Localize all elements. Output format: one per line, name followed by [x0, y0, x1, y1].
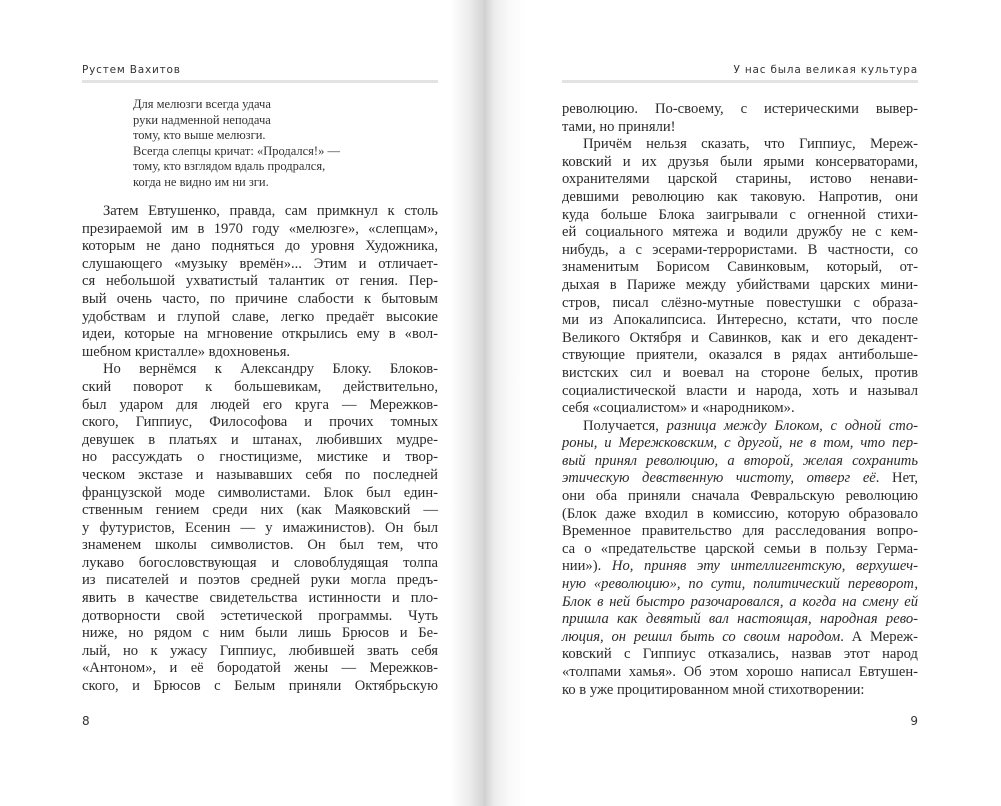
text-span: шебном кристалле» вдохновенья.: [82, 343, 291, 360]
text-span: тами, но приняли!: [562, 118, 676, 135]
text-span: ского, и Брюсов с Белым приняли Октябрьскую: [82, 678, 438, 695]
text-span: из писателей и поэтов средней руки могла предъ-: [82, 572, 438, 589]
text-line: [82, 608, 438, 626]
text-line: [562, 101, 918, 119]
text-span: ей социального мятежа и водили дружбу не с кем-: [562, 224, 918, 241]
text-line: [82, 485, 438, 503]
text-line: [562, 136, 918, 154]
text-line: [82, 256, 438, 274]
text-span: дотворности свой эстетической программы. Чуть: [82, 607, 438, 624]
text-span: Великого Октября и Савинков, как и его декадент-: [562, 329, 918, 346]
text-span: презираемой им в 1970 году «мелюзге», «слепцам»,: [82, 220, 438, 237]
running-head-title: У нас была великая культура: [733, 64, 918, 76]
text-line: [562, 295, 918, 313]
text-span: са о «предательстве царской семьи в пользу Герма-: [562, 540, 918, 557]
text-line: [82, 625, 438, 643]
text-span: но рассуждать о гностицизме, мистике и твор-: [82, 449, 438, 466]
text-line: [82, 309, 438, 327]
text-span: знаменем школы символистов. Он был тем, что: [82, 537, 438, 554]
text-line: [562, 664, 918, 682]
text-line: [562, 207, 918, 225]
text-line: [562, 154, 918, 172]
text-line: [562, 523, 918, 541]
text-line: [562, 418, 918, 436]
poem-epigraph: [133, 97, 340, 191]
text-span: (Блок даже входил в комиссию, которую образовало: [562, 505, 918, 522]
text-span: ческом экстазе и называвших себя по последней: [82, 466, 438, 483]
text-span: вый очень часто, по причине слабости к бытовым: [82, 290, 438, 307]
poem-line: руки надменной неподача: [133, 112, 271, 127]
header-rule: [562, 80, 918, 83]
italic-text: Блок в ней быстро разочаровался, а когда на смену ей: [562, 593, 918, 610]
text-span: Но вернёмся к Александру Блоку. Блоков-: [103, 361, 438, 378]
text-line: [82, 414, 438, 432]
text-line: [562, 576, 918, 594]
text-span: Затем Евтушенко, правда, сам примкнул к столь: [103, 203, 438, 219]
text-line: [82, 502, 438, 520]
text-line: [82, 555, 438, 573]
text-line: [82, 660, 438, 678]
text-line: [562, 277, 918, 295]
text-span: французской моде символистами. Блок был един-: [82, 484, 438, 501]
italic-text: Но, приняв эту интеллигентскую, верхушеч-: [611, 558, 918, 575]
text-line: [562, 646, 918, 664]
poem-line: Всегда слепцы кричат: «Продался!» —: [133, 143, 340, 158]
text-line: [82, 449, 438, 467]
text-span: ского, Гиппиус, Философова и прочих томных: [82, 414, 438, 431]
text-span: ко в уже процитированном мной стихотворении:: [562, 681, 865, 698]
text-line: [562, 347, 918, 365]
text-line: [82, 590, 438, 608]
text-line: [562, 541, 918, 559]
text-span: ковский и их друзья были ярыми консерваторами,: [562, 153, 918, 170]
text-line: [562, 171, 918, 189]
text-line: [82, 678, 438, 696]
italic-text: ную «революцию», по сути, политический переворот,: [562, 576, 918, 593]
text-line: [82, 643, 438, 661]
text-span: себя «социалистом» и «народником».: [562, 400, 795, 417]
text-span: ственным гением среди них (как Маяковский —: [82, 502, 438, 519]
text-line: [82, 361, 438, 379]
text-span: ковский с Гиппиус отказались, назвав этот народ: [562, 646, 918, 663]
text-line: [82, 520, 438, 538]
poem-line: Для мелюзги всегда удача: [133, 97, 271, 111]
text-span: Получается,: [583, 417, 667, 434]
text-line: [562, 242, 918, 260]
poem-line: когда не видно им ни зги.: [133, 174, 269, 189]
italic-text: этическую девственную чистоту, отверг её: [562, 470, 876, 487]
text-line: [562, 594, 918, 612]
text-span: ми из Апокалипсиса. Интересно, кстати, что после: [562, 312, 918, 329]
text-line: [562, 189, 918, 207]
page-number: 8: [82, 714, 90, 728]
text-line: [82, 326, 438, 344]
text-line: [82, 379, 438, 397]
text-span: куда больше Блока заигрывали с огненной стихи-: [562, 206, 918, 223]
text-span: «толпами хамья». Об этом хорошо написал Евтушен-: [562, 664, 918, 680]
body-text: [562, 101, 918, 699]
text-line: [562, 312, 918, 330]
body-text: [82, 203, 438, 696]
text-line: [562, 682, 918, 700]
text-line: [562, 119, 918, 137]
text-span: был ударом для людей его круга — Мережков-: [82, 396, 438, 413]
text-line: [82, 467, 438, 485]
italic-text: пришла как девятый вал настоящая, народная рево-: [562, 611, 918, 628]
text-line: [562, 383, 918, 401]
text-line: [82, 537, 438, 555]
text-line: [562, 558, 918, 576]
italic-text: вый принял революцию, а второй, желая сохранить: [562, 452, 918, 469]
text-line: [562, 435, 918, 453]
page-number: 9: [910, 714, 918, 728]
text-span: дыхая в Париже между убийствами царских мини-: [562, 276, 918, 293]
text-span: явить в качестве свидетельства истинности и пло-: [82, 590, 438, 607]
text-line: [562, 470, 918, 488]
text-line: [82, 397, 438, 415]
text-span: нибудь, а с эсерами-террористами. В частности, со: [562, 241, 918, 258]
text-span: девушек в платьях и штанах, любивших мудре-: [82, 431, 438, 448]
text-line: [82, 432, 438, 450]
text-span: стров, писал слёзно-мутные повестушки с образа-: [562, 294, 918, 311]
text-line: [562, 629, 918, 647]
text-span: революцию. По-своему, с истерическими вывер-: [562, 101, 918, 117]
text-span: охранителями царской старины, истово ненави-: [562, 171, 918, 188]
text-line: [562, 400, 918, 418]
text-span: вистских сил и воевал на стороне белых, против: [562, 364, 918, 381]
text-span: ствующие приятели, оказался в рядах антибольше-: [562, 347, 918, 364]
text-line: [562, 506, 918, 524]
text-span: идеи, которые на мгновение открылись ему в «вол-: [82, 326, 438, 343]
text-span: девшими революцию как таковую. Напротив, они: [562, 188, 918, 205]
text-span: знаменитым Борисом Савинковым, который, от-: [562, 259, 918, 276]
italic-text: люция, он решил быть со своим народом: [562, 628, 841, 645]
text-line: [82, 238, 438, 256]
text-line: [562, 259, 918, 277]
header-rule: [82, 80, 438, 83]
text-line: [562, 365, 918, 383]
text-span: нии»).: [562, 558, 612, 575]
text-span: Причём нельзя сказать, что Гиппиус, Мереж-: [583, 136, 918, 153]
text-span: у футуристов, Есенин — у имажинистов). Он был: [82, 519, 438, 536]
text-span: . А Мереж-: [840, 628, 918, 645]
text-line: [82, 344, 438, 362]
text-span: «Антоном», и её бородатой жены — Мережков-: [82, 660, 438, 677]
text-line: [562, 453, 918, 471]
text-span: слушающего «музыку времён»... Этим и отличает-: [82, 255, 438, 272]
text-span: лый, но к ужасу Гиппиус, любившей звать себя: [82, 642, 438, 659]
text-span: социалистической власти и народа, хоть и называл: [562, 382, 918, 399]
right-page: [484, 0, 1001, 806]
text-line: [562, 488, 918, 506]
text-span: удобствам и глупой славе, легко предаёт высокие: [82, 308, 438, 325]
text-span: ся небольшой ухватистый талантик от гения. Пер-: [82, 273, 438, 290]
text-line: [82, 273, 438, 291]
poem-line: тому, кто взглядом вдаль продрался,: [133, 159, 326, 174]
text-span: лукаво богословствующая и словоблудящая толпа: [82, 554, 438, 571]
text-span: ниже, но рядом с ним были лишь Брюсов и Бе-: [82, 625, 438, 642]
running-head-author: Рустем Вахитов: [82, 64, 181, 76]
italic-text: разница между Блоком, с одной сто-: [666, 417, 918, 434]
text-span: Временное правительство для расследования вопро-: [562, 523, 918, 540]
text-line: [562, 611, 918, 629]
text-line: [562, 224, 918, 242]
text-span: они оба приняли сначала Февральскую революцию: [562, 488, 918, 505]
poem-line: тому, кто выше мелюзги.: [133, 128, 266, 143]
text-line: [82, 572, 438, 590]
italic-text: роны, и Мережковским, с другой, не в том, что пер-: [562, 435, 918, 452]
text-span: которым не дано подняться до уровня Художника,: [82, 238, 438, 255]
text-line: [82, 221, 438, 239]
text-line: [562, 330, 918, 348]
text-span: ский поворот к большевикам, действительно,: [82, 378, 438, 395]
text-line: [82, 291, 438, 309]
text-span: . Нет,: [875, 470, 918, 487]
text-line: [82, 203, 438, 221]
left-page: [0, 0, 484, 806]
